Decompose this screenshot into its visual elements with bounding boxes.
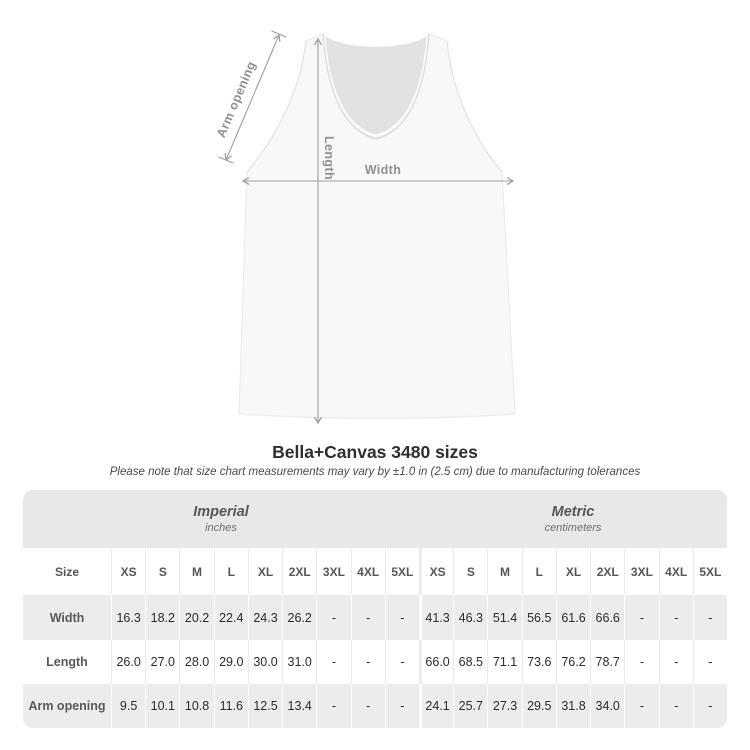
- cell-imperial-length-l: 29.0: [214, 640, 248, 684]
- cell-metric-width-3xl: -: [624, 595, 658, 640]
- cell-metric-length-2xl: 78.7: [590, 640, 624, 684]
- arm-opening-tick-bottom: [219, 157, 234, 163]
- size-header-metric-l: L: [522, 548, 556, 595]
- size-header-metric-xs: XS: [419, 548, 453, 595]
- cell-metric-length-m: 71.1: [487, 640, 521, 684]
- cell-imperial-width-2xl: 26.2: [282, 595, 316, 640]
- size-table-grid: [23, 548, 727, 728]
- cell-metric-arm-opening-3xl: -: [624, 684, 658, 728]
- page-title: Bella+Canvas 3480 sizes: [272, 442, 478, 462]
- cell-imperial-width-xl: 24.3: [248, 595, 282, 640]
- metric-label: Metric: [551, 504, 595, 520]
- size-header-metric-s: S: [453, 548, 487, 595]
- cell-metric-length-xs: 66.0: [419, 640, 453, 684]
- size-header-imperial-5xl: 5XL: [385, 548, 419, 595]
- size-header-imperial-s: S: [145, 548, 179, 595]
- cell-imperial-length-s: 27.0: [145, 640, 179, 684]
- width-label: Width: [364, 163, 402, 177]
- imperial-label: Imperial: [193, 504, 249, 520]
- cell-metric-arm-opening-5xl: -: [693, 684, 727, 728]
- cell-imperial-arm-opening-2xl: 13.4: [282, 684, 316, 728]
- size-header-imperial-xl: XL: [248, 548, 282, 595]
- imperial-group-header: [23, 490, 419, 548]
- cell-metric-length-l: 73.6: [522, 640, 556, 684]
- cell-imperial-length-5xl: -: [385, 640, 419, 684]
- cell-metric-length-4xl: -: [659, 640, 693, 684]
- cell-metric-arm-opening-4xl: -: [659, 684, 693, 728]
- size-table: [23, 490, 727, 728]
- metric-group-header: [419, 490, 727, 548]
- cell-metric-length-s: 68.5: [453, 640, 487, 684]
- cell-imperial-width-4xl: -: [351, 595, 385, 640]
- cell-imperial-width-s: 18.2: [145, 595, 179, 640]
- cell-imperial-length-xs: 26.0: [111, 640, 145, 684]
- cell-imperial-width-xs: 16.3: [111, 595, 145, 640]
- cell-metric-arm-opening-2xl: 34.0: [590, 684, 624, 728]
- cell-imperial-arm-opening-xl: 12.5: [248, 684, 282, 728]
- row-label-length: Length: [23, 640, 111, 684]
- cell-metric-arm-opening-l: 29.5: [522, 684, 556, 728]
- cell-imperial-arm-opening-xs: 9.5: [111, 684, 145, 728]
- size-header-metric-4xl: 4XL: [659, 548, 693, 595]
- cell-imperial-width-3xl: -: [316, 595, 350, 640]
- imperial-unit-label: inches: [205, 522, 237, 534]
- size-header-imperial-3xl: 3XL: [316, 548, 350, 595]
- metric-unit-label: centimeters: [544, 522, 602, 534]
- length-label: Length: [322, 135, 336, 181]
- cell-imperial-arm-opening-5xl: -: [385, 684, 419, 728]
- cell-imperial-length-3xl: -: [316, 640, 350, 684]
- cell-metric-arm-opening-s: 25.7: [453, 684, 487, 728]
- cell-metric-width-5xl: -: [693, 595, 727, 640]
- cell-imperial-arm-opening-l: 11.6: [214, 684, 248, 728]
- cell-metric-width-l: 56.5: [522, 595, 556, 640]
- cell-imperial-length-xl: 30.0: [248, 640, 282, 684]
- cell-imperial-arm-opening-m: 10.8: [179, 684, 213, 728]
- cell-metric-width-s: 46.3: [453, 595, 487, 640]
- cell-imperial-width-5xl: -: [385, 595, 419, 640]
- size-header-metric-2xl: 2XL: [590, 548, 624, 595]
- size-header-imperial-l: L: [214, 548, 248, 595]
- cell-imperial-length-4xl: -: [351, 640, 385, 684]
- size-column-header: Size: [23, 548, 111, 595]
- cell-metric-length-xl: 76.2: [556, 640, 590, 684]
- cell-metric-width-m: 51.4: [487, 595, 521, 640]
- size-header-imperial-m: M: [179, 548, 213, 595]
- cell-metric-arm-opening-xl: 31.8: [556, 684, 590, 728]
- cell-metric-width-xl: 61.6: [556, 595, 590, 640]
- size-header-imperial-4xl: 4XL: [351, 548, 385, 595]
- cell-metric-arm-opening-xs: 24.1: [419, 684, 453, 728]
- cell-imperial-length-m: 28.0: [179, 640, 213, 684]
- cell-imperial-arm-opening-s: 10.1: [145, 684, 179, 728]
- row-label-width: Width: [23, 595, 111, 640]
- unit-header-band: [23, 490, 727, 548]
- size-header-imperial-2xl: 2XL: [282, 548, 316, 595]
- cell-imperial-width-m: 20.2: [179, 595, 213, 640]
- cell-metric-width-2xl: 66.6: [590, 595, 624, 640]
- row-label-arm-opening: Arm opening: [23, 684, 111, 728]
- size-header-metric-3xl: 3XL: [624, 548, 658, 595]
- cell-imperial-length-2xl: 31.0: [282, 640, 316, 684]
- page-subtitle: Please note that size chart measurements may vary by ±1.0 in (2.5 cm) due to manufacturing tolerances: [109, 466, 641, 478]
- cell-imperial-arm-opening-3xl: -: [316, 684, 350, 728]
- cell-metric-width-xs: 41.3: [419, 595, 453, 640]
- cell-metric-arm-opening-m: 27.3: [487, 684, 521, 728]
- size-header-metric-5xl: 5XL: [693, 548, 727, 595]
- size-header-metric-xl: XL: [556, 548, 590, 595]
- cell-imperial-width-l: 22.4: [214, 595, 248, 640]
- cell-metric-length-5xl: -: [693, 640, 727, 684]
- cell-metric-width-4xl: -: [659, 595, 693, 640]
- size-header-metric-m: M: [487, 548, 521, 595]
- cell-imperial-arm-opening-4xl: -: [351, 684, 385, 728]
- cell-metric-length-3xl: -: [624, 640, 658, 684]
- arm-opening-label: Arm opening: [213, 59, 259, 140]
- size-header-imperial-xs: XS: [111, 548, 145, 595]
